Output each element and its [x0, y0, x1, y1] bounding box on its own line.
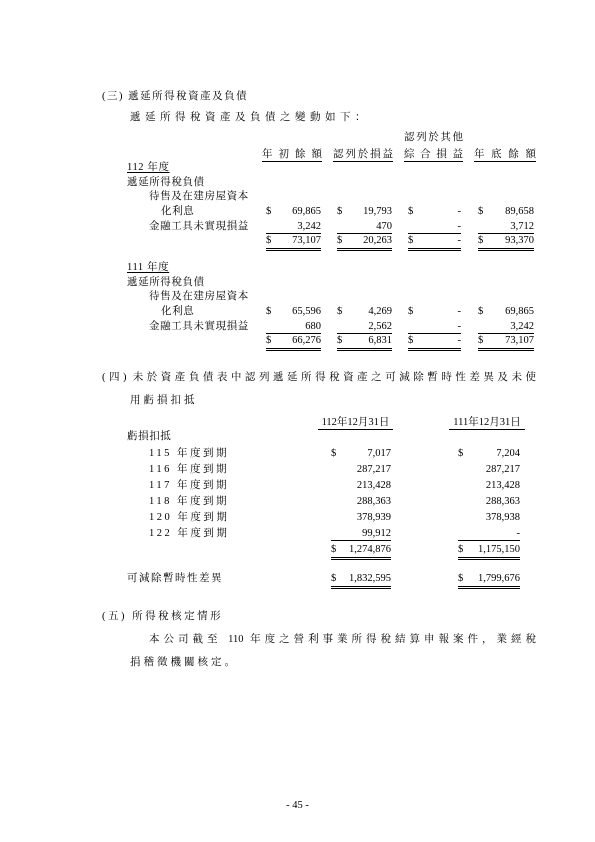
value: 287,217	[356, 464, 391, 475]
value-cell	[337, 221, 392, 234]
value-cell	[408, 206, 461, 218]
value-cell	[458, 496, 520, 508]
subtotal-value: 1,274,876	[349, 544, 391, 555]
value: 378,939	[356, 512, 391, 523]
row-label: 金融工具未實現損益	[149, 221, 249, 232]
value-cell	[478, 221, 534, 234]
total-cell	[266, 235, 321, 251]
value: 213,428	[485, 480, 520, 491]
group-label: 遞延所得稅負債	[127, 177, 205, 188]
value: 89,658	[505, 206, 534, 217]
total-value: 6,831	[368, 335, 392, 346]
value-cell	[478, 206, 534, 218]
total-value: -	[457, 335, 461, 346]
currency-symbol: $	[266, 206, 272, 217]
subtotal-cell	[458, 544, 520, 560]
currency-symbol: $	[478, 306, 484, 317]
currency-symbol: $	[266, 235, 272, 246]
value: 287,217	[485, 464, 520, 475]
currency-symbol: $	[408, 306, 414, 317]
value: 7,017	[367, 448, 391, 459]
value-cell	[266, 206, 321, 218]
deductible-value: 1,799,676	[478, 573, 520, 584]
section3-heading: (三) 遞延所得稅資產及負債	[102, 91, 249, 102]
value: -	[457, 221, 461, 232]
currency-symbol: $	[337, 206, 343, 217]
currency-symbol: $	[337, 335, 343, 346]
value-cell	[337, 206, 392, 218]
value: 99,912	[362, 528, 391, 539]
currency-symbol: $	[408, 206, 414, 217]
value: -	[457, 306, 461, 317]
value-cell	[337, 306, 392, 318]
row-label: 118 年度到期	[149, 496, 229, 507]
value: 213,428	[356, 480, 391, 491]
total-value: 20,263	[363, 235, 392, 246]
currency-symbol: $	[478, 206, 484, 217]
currency-symbol: $	[408, 335, 414, 346]
value-cell	[458, 480, 520, 492]
row-label-continued: 化利息	[161, 306, 195, 317]
column-header-closing-balance: 年底餘額	[474, 149, 536, 160]
deductible-cell	[331, 573, 391, 589]
value: 470	[376, 221, 392, 232]
value: 7,204	[496, 448, 520, 459]
total-value: 66,276	[292, 335, 321, 346]
total-cell	[337, 335, 392, 351]
currency-symbol: $	[458, 573, 464, 584]
value: 288,363	[356, 496, 391, 507]
value-cell	[458, 448, 520, 460]
value-cell	[266, 321, 321, 334]
value: 4,269	[368, 306, 392, 317]
value-cell	[266, 306, 321, 318]
row-label: 待售及在建房屋資本	[149, 191, 249, 202]
value-cell	[331, 528, 391, 541]
section4-heading-continued: 用虧損扣抵	[130, 395, 198, 406]
deductible-label: 可減除暫時性差異	[127, 573, 223, 584]
value-cell	[408, 221, 461, 234]
value: 378,938	[485, 512, 520, 523]
value-cell	[478, 321, 534, 334]
row-label: 金融工具未實現損益	[149, 321, 249, 332]
row-label: 待售及在建房屋資本	[149, 291, 249, 302]
deductible-value: 1,832,595	[349, 573, 391, 584]
value-cell	[331, 496, 391, 508]
total-value: 73,107	[505, 335, 534, 346]
value-cell	[331, 480, 391, 492]
currency-symbol: $	[458, 448, 464, 459]
value-cell	[458, 464, 520, 476]
page-number: - 45 -	[286, 800, 309, 811]
section5-body: 本公司截至 110 年度之營利事業所得稅結算申報案件，業經稅	[149, 634, 536, 645]
value: 3,712	[510, 221, 534, 232]
subtotal-value: 1,175,150	[478, 544, 520, 555]
value: 3,242	[510, 321, 534, 332]
group-label: 遞延所得稅負債	[127, 277, 205, 288]
value: 19,793	[363, 206, 392, 217]
value: 69,865	[292, 206, 321, 217]
total-cell	[408, 235, 461, 251]
column-header-oci-top: 認列於其他	[404, 132, 463, 143]
currency-symbol: $	[478, 235, 484, 246]
value: 680	[305, 321, 321, 332]
total-cell	[337, 235, 392, 251]
section4-heading: (四) 未於資產負債表中認列遞延所得稅資產之可減除暫時性差異及未使	[102, 372, 536, 383]
row-label: 115 年度到期	[149, 448, 229, 459]
value-cell	[331, 512, 391, 524]
row-label: 116 年度到期	[149, 464, 229, 475]
section5-body-continued: 捐稽徵機關核定。	[130, 657, 238, 668]
currency-symbol: $	[266, 335, 272, 346]
row-label: 117 年度到期	[149, 480, 229, 491]
value-cell	[458, 512, 520, 524]
total-value: 93,370	[505, 235, 534, 246]
row-label: 120 年度到期	[149, 512, 230, 523]
column-header-2022-12-31: 111年12月31日	[449, 417, 525, 430]
currency-symbol: $	[458, 544, 464, 555]
value: -	[457, 321, 461, 332]
currency-symbol: $	[331, 448, 337, 459]
currency-symbol: $	[337, 306, 343, 317]
value-cell	[331, 464, 391, 476]
value-cell	[478, 306, 534, 318]
value-cell	[337, 321, 392, 334]
total-cell	[478, 235, 534, 251]
currency-symbol: $	[331, 544, 337, 555]
value-cell	[458, 528, 520, 541]
row-label: 122 年度到期	[149, 528, 230, 539]
total-cell	[266, 335, 321, 351]
subtotal-cell	[331, 544, 391, 560]
value: -	[516, 528, 520, 539]
value: 288,363	[485, 496, 520, 507]
year-label: 111 年度	[127, 262, 170, 273]
value-cell	[408, 321, 461, 334]
total-value: -	[457, 235, 461, 246]
value: 69,865	[505, 306, 534, 317]
value-cell	[266, 221, 321, 234]
currency-symbol: $	[331, 573, 337, 584]
column-header-opening-balance: 年初餘額	[262, 149, 322, 160]
total-cell	[478, 335, 534, 351]
section5-heading: (五) 所得稅核定情形	[102, 611, 224, 622]
value: -	[457, 206, 461, 217]
group-label: 虧損扣抵	[127, 431, 172, 442]
currency-symbol: $	[408, 235, 414, 246]
column-header-recognized-in-profit: 認列於損益	[333, 149, 393, 160]
year-label: 112 年度	[127, 162, 170, 173]
column-header-2023-12-31: 112年12月31日	[318, 417, 393, 430]
total-cell	[408, 335, 461, 351]
currency-symbol: $	[337, 235, 343, 246]
currency-symbol: $	[266, 306, 272, 317]
total-value: 73,107	[292, 235, 321, 246]
currency-symbol: $	[478, 335, 484, 346]
value: 2,562	[368, 321, 392, 332]
section3-intro: 遞延所得稅資產及負債之變動如下：	[130, 112, 370, 123]
deductible-cell	[458, 573, 520, 589]
row-label-continued: 化利息	[161, 206, 195, 217]
value-cell	[331, 448, 391, 460]
value: 3,242	[297, 221, 321, 232]
value-cell	[408, 306, 461, 318]
value: 65,596	[292, 306, 321, 317]
column-header-recognized-in-oci: 綜合損益	[404, 149, 463, 160]
